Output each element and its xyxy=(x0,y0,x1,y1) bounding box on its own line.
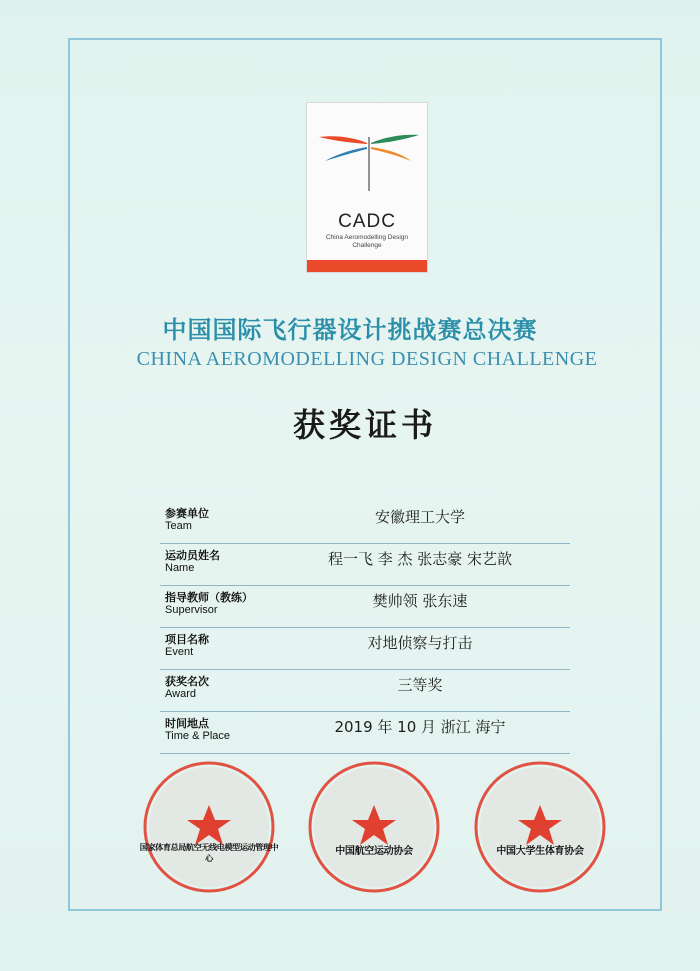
logo-subtitle-line1: China Aeromodelling Design xyxy=(325,234,409,241)
field-label-cn: 参赛单位 xyxy=(165,507,209,520)
dragonfly-wing-lower-right xyxy=(371,147,411,161)
logo-red-bar xyxy=(307,260,427,272)
field-award xyxy=(160,671,570,712)
field-name xyxy=(160,545,570,586)
cadc-logo xyxy=(306,102,428,273)
field-label-en: Name xyxy=(165,562,195,574)
seal-aero-radio-center xyxy=(139,757,279,897)
seal-aviation-sports-assoc xyxy=(304,757,444,897)
dragonfly-icon xyxy=(315,123,419,193)
field-event xyxy=(160,629,570,670)
seal-graphic xyxy=(139,757,279,897)
dragonfly-wing-upper-right xyxy=(371,135,419,144)
seal-university-sports-assoc xyxy=(470,757,610,897)
title-chinese: 中国国际飞行器设计挑战赛总决赛 xyxy=(162,316,538,344)
field-time-place xyxy=(160,713,570,754)
field-label-cn: 项目名称 xyxy=(165,633,209,646)
certificate-title: 获奖证书 xyxy=(292,406,437,444)
seal-label: 国家体育总局航空无线电模型运动管理中心 xyxy=(139,842,279,863)
seal-label: 中国大学生体育协会 xyxy=(496,846,584,857)
field-team xyxy=(160,503,570,544)
field-value: 樊帅领 张东速 xyxy=(372,592,468,610)
seal-graphic xyxy=(304,757,444,897)
field-value: 三等奖 xyxy=(397,676,443,694)
field-label-en: Award xyxy=(165,688,196,700)
logo-subtitle xyxy=(307,234,427,250)
field-label-en: Time & Place xyxy=(165,730,231,742)
field-value: 程一飞 李 杰 张志豪 宋艺歆 xyxy=(327,550,513,568)
field-value: 对地侦察与打击 xyxy=(367,634,473,652)
field-supervisor xyxy=(160,587,570,628)
field-label-cn: 运动员姓名 xyxy=(165,549,220,562)
title-english: CHINA AEROMODELLING DESIGN CHALLENGE xyxy=(136,348,598,370)
field-value: 2019 年 10 月 浙江 海宁 xyxy=(334,718,506,736)
field-value: 安徽理工大学 xyxy=(374,508,465,526)
field-label-en: Supervisor xyxy=(165,604,218,616)
seal-label: 中国航空运动协会 xyxy=(335,846,413,857)
logo-subtitle-line2: Challenge xyxy=(352,242,382,249)
field-label-en: Team xyxy=(165,520,192,532)
logo-acronym: CADC xyxy=(338,211,396,232)
dragonfly-wing-upper-left xyxy=(319,136,367,144)
field-label-en: Event xyxy=(165,646,194,658)
dragonfly-wing-lower-left xyxy=(325,147,367,161)
field-label-cn: 获奖名次 xyxy=(165,675,209,688)
field-label-cn: 指导教师（教练） xyxy=(165,591,253,604)
seal-graphic xyxy=(470,757,610,897)
field-label-cn: 时间地点 xyxy=(165,717,209,730)
